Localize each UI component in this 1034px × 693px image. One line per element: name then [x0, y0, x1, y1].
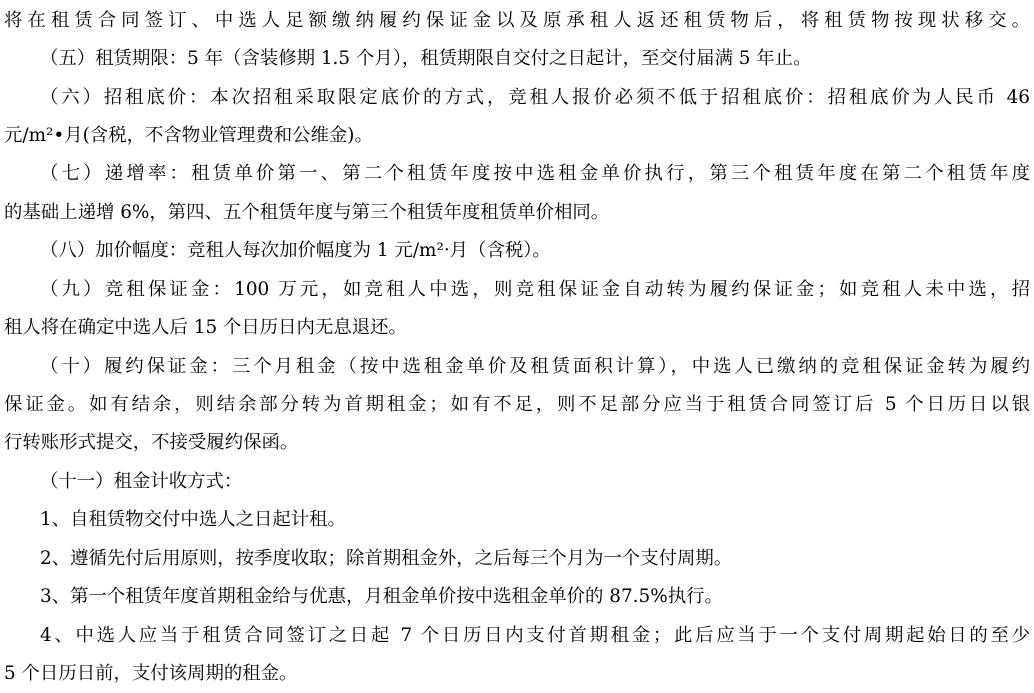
- paragraph-line: 元/m²•月(含税，不含物业管理费和公维金)。: [4, 125, 373, 146]
- paragraph-line: 将在租赁合同签订、中选人足额缴纳履约保证金以及原承租人返还租赁物后，将租赁物按现状移交。: [4, 10, 1030, 31]
- paragraph-line: 行转账形式提交，不接受履约保函。: [4, 432, 299, 453]
- list-item: 4、中选人应当于租赁合同签订之日起 7 个日历日内支付首期租金；此后应当于一个支付周期起始日的至少: [40, 625, 1030, 646]
- paragraph-line: 保证金。如有结余，则结余部分转为首期租金；如有不足，则不足部分应当于租赁合同签订后 5 个日历日以银: [4, 394, 1030, 415]
- paragraph-line: （八）加价幅度：竞租人每次加价幅度为 1 元/m²·月（含税）。: [40, 240, 551, 261]
- paragraph-line: （九）竞租保证金：100 万元，如竞租人中选，则竞租保证金自动转为履约保证金；如竞租人未中选，招: [40, 279, 1030, 300]
- paragraph-line: （十）履约保证金：三个月租金（按中选租金单价及租赁面积计算），中选人已缴纳的竞租保证金转为履约: [40, 356, 1030, 377]
- paragraph-line: 5 个日历日前，支付该周期的租金。: [4, 663, 298, 684]
- paragraph-line: 的基础上递增 6%，第四、五个租赁年度与第三个租赁年度租赁单价相同。: [4, 202, 610, 223]
- list-item: 3、第一个租赁年度首期租金给与优惠，月租金单价按中选租金单价的 87.5%执行。: [40, 586, 723, 607]
- paragraph-line: （七）递增率：租赁单价第一、第二个租赁年度按中选租金单价执行，第三个租赁年度在第二个租赁年度: [40, 163, 1030, 184]
- list-item: 1、自租赁物交付中选人之日起计租。: [40, 509, 346, 530]
- paragraph-line: （十一）租金计收方式：: [40, 471, 243, 492]
- paragraph-line: 租人将在确定中选人后 15 个日历日内无息退还。: [4, 317, 407, 338]
- list-item: 2、遵循先付后用原则，按季度收取；除首期租金外，之后每三个月为一个支付周期。: [40, 548, 733, 569]
- paragraph-line: （六）招租底价：本次招租采取限定底价的方式，竞租人报价必须不低于招租底价：招租底价为人民币 46: [40, 87, 1030, 108]
- paragraph-line: （五）租赁期限：5 年（含装修期 1.5 个月），租赁期限自交付之日起计，至交付届满 5 年止。: [40, 48, 812, 69]
